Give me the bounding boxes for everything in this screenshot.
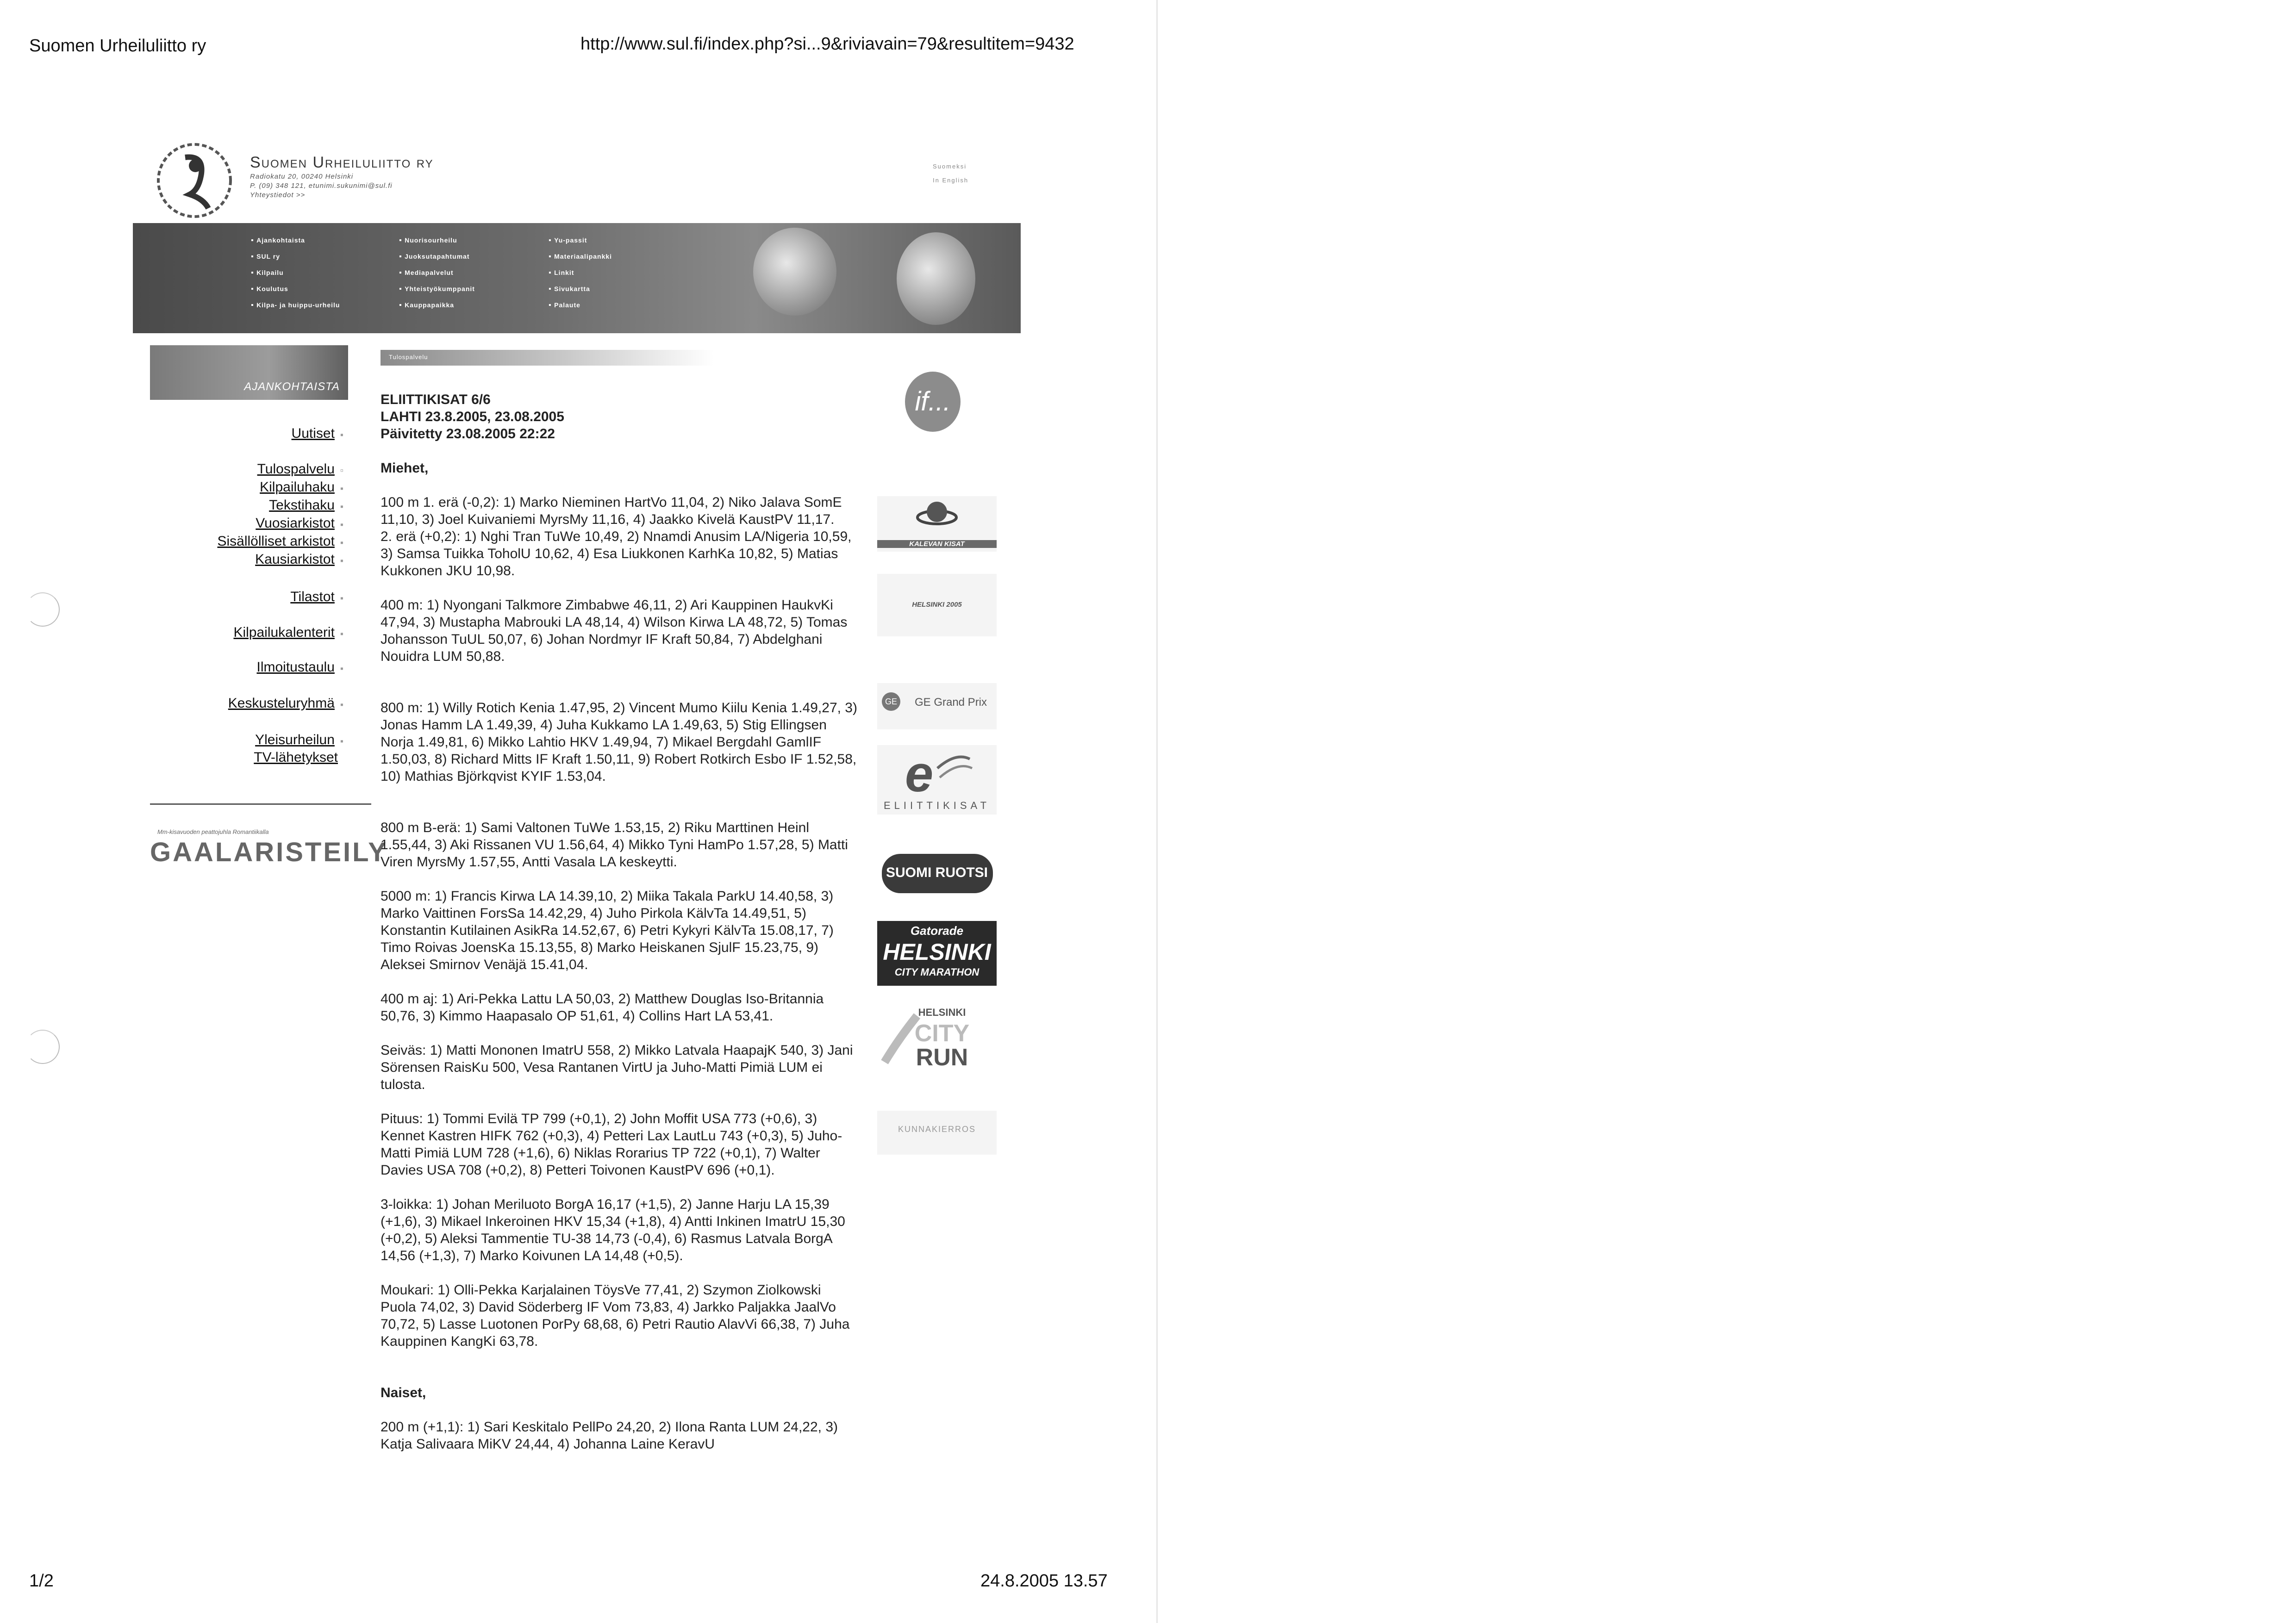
sidebar-item-label: Vuosiarkistot: [256, 516, 335, 531]
result-paragraph: 800 m: 1) Willy Rotich Kenia 1.47,95, 2) Vincent Mumo Kiilu Kenia 1.49,27, 3) Jonas Hamm LA 1.49,39, 4) Juha Kukkamo LA 1.49,63, 5) Stig Ellingsen Norja 1.49,81, 6) Mikko Lahtio HKV 1.49,94, 7) Mikael Bergdahl GamlIF 1.50,03, 8) Richard Mitts IF Kraft 1.50,11, 9) Robert Rotkirch Esbo IF 1.52,58, 10) Mathias Björkqvist KYIF 1.53,04.: [381, 700, 857, 784]
section-header-image: [150, 345, 348, 400]
punch-hole: [25, 1030, 60, 1064]
sidebar-item-ilmoitustaulu[interactable]: [256, 659, 343, 675]
print-footer-page: 1/2: [29, 1571, 54, 1591]
section-bar: [381, 350, 714, 366]
sidebar-item-tv-lahetykset[interactable]: [254, 750, 343, 765]
result-paragraph: 200 m (+1,1): 1) Sari Keskitalo PellPo 24,20, 2) Ilona Ranta LUM 24,22, 3) Katja Salivaara MiKV 24,44, 4) Johanna Laine KeravU: [381, 1419, 838, 1452]
athlete-photo: [897, 232, 975, 325]
logo-label: HELSINKI: [883, 939, 991, 965]
helsinki-city-marathon-logo[interactable]: [877, 921, 997, 986]
bullet-icon: ▪: [340, 736, 343, 746]
sidebar-item-vuosiarkistot[interactable]: [256, 516, 343, 531]
page-title: ELIITTIKISAT 6/6: [381, 392, 491, 407]
sidebar-item-label: Uutiset: [291, 426, 335, 441]
nav-item[interactable]: ▪ Yu-passit: [549, 232, 612, 249]
bullet-icon: ▪: [340, 538, 343, 548]
logo-label: RUN: [916, 1044, 968, 1071]
nav-item[interactable]: ▪ Yhteistyökumppanit: [399, 281, 475, 297]
sidebar-item-kilpailuhaku[interactable]: [260, 479, 343, 495]
sidebar-item-label: Kilpailukalenterit: [233, 625, 335, 640]
nav-column-2: [399, 232, 475, 313]
ge-grand-prix-logo[interactable]: [877, 683, 997, 729]
nav-item[interactable]: ▪ Ajankohtaista: [251, 232, 340, 249]
sidebar-item-label: Tilastot: [290, 589, 335, 604]
section-header-label: AJANKOHTAISTA: [244, 380, 340, 393]
lang-en-link[interactable]: In English: [933, 177, 969, 184]
logo-label: ELIITTIKISAT: [883, 800, 991, 811]
bullet-icon: ▪: [340, 520, 343, 530]
nav-item[interactable]: ▪ Nuorisourheilu: [399, 232, 475, 249]
if-sponsor-logo[interactable]: if...: [905, 372, 961, 432]
eliittikisat-logo[interactable]: [877, 745, 997, 815]
bullet-icon: ▪: [340, 430, 343, 440]
sidebar-item-label: Kausiarkistot: [255, 552, 335, 567]
logo-label: KALEVAN KISAT: [877, 540, 997, 548]
results-content: [381, 391, 857, 1470]
result-paragraph: 3-loikka: 1) Johan Meriluoto BorgA 16,17 (+1,5), 2) Janne Harju LA 15,39 (+1,6), 3) Mikael Inkeroinen HKV 15,34 (+1,8), 4) Antti Inkinen ImatrU 15,30 (+0,2), 5) Aleksi Tammentie TU-38 14,73 (-0,4), 6) Rasmus Latvala BorgA 14,56 (+1,3), 7) Marko Koivunen LA 14,48 (+0,5).: [381, 1197, 845, 1263]
punch-hole: [25, 592, 60, 627]
helsinki-2005-logo[interactable]: [877, 574, 997, 636]
bullet-icon: ▫: [340, 466, 343, 476]
result-paragraph: Seiväs: 1) Matti Mononen ImatrU 558, 2) Mikko Latvala HaapajK 540, 3) Jani Sörensen RaisKu 500, Vesa Rantanen VirtU ja Juho-Matti Pimiä LUM ei tulosta.: [381, 1043, 853, 1092]
result-paragraph: 5000 m: 1) Francis Kirwa LA 14.39,10, 2) Miika Takala ParkU 14.40,58, 3) Marko Vaittinen ForsSa 14.42,29, 4) Juho Pirkola KälvTa 14.49,51, 5) Konstantin Kutilainen AsikRa 14.52,67, 6) Petri Kykyri KälvTa 15.08,17, 7) Timo Roivas JoensKa 15.13,55, 8) Marko Heiskanen SjulF 15.23,75, 9) Aleksei Smirnov Venäjä 15.41,04.: [381, 889, 834, 972]
result-paragraph: 800 m B-erä: 1) Sami Valtonen TuWe 1.53,15, 2) Riku Marttinen Heinl 1.55,44, 3) Aki Rissanen VU 1.56,64, 4) Mikko Tyni HamPo 1.57,28, 5) Matti Viren MyrsMy 1.57,55, Antti Vasala LA keskeytti.: [381, 820, 848, 870]
result-paragraph: 100 m 1. erä (-0,2): 1) Marko Nieminen HartVo 11,04, 2) Niko Jalava SomE 11,10, 3) Joel Kuivaniemi MyrsMy 11,16, 4) Jaakko Kivelä KaustPV 11,17. 2. erä (+0,2): 1) Nghi Tran TuWe 10,49, 2) Nnamdi Anusim LA/Nigeria 10,59, 3) Samsa Tuikka ToholU 10,62, 4) Esa Liukkonen KarhKa 10,82, 5) Matias Kukkonen JKU 10,98.: [381, 495, 852, 578]
address-line: Radiokatu 20, 00240 Helsinki: [250, 173, 354, 180]
bullet-icon: ▪: [340, 593, 343, 603]
logo-label: GE Grand Prix: [914, 696, 987, 709]
print-footer-datetime: 24.8.2005 13.57: [980, 1571, 1108, 1591]
svg-text:e: e: [905, 750, 934, 796]
women-heading: Naiset,: [381, 1385, 426, 1400]
sidebar-item-tulospalvelu[interactable]: [257, 461, 343, 477]
sidebar-item-label: Tulospalvelu: [257, 461, 335, 477]
logo-label: CITY: [914, 1020, 970, 1047]
kunnakierros-logo[interactable]: [877, 1111, 997, 1155]
bullet-icon: ▪: [340, 484, 343, 494]
contact-link[interactable]: Yhteystiedot >>: [250, 191, 306, 199]
nav-item[interactable]: ▪ Mediapalvelut: [399, 265, 475, 281]
sidebar-item-label: Tekstihaku: [269, 497, 335, 513]
sidebar-item-label: Kilpailuhaku: [260, 479, 335, 495]
result-paragraph: 400 m: 1) Nyongani Talkmore Zimbabwe 46,11, 2) Ari Kauppinen HaukvKi 47,94, 3) Mustapha Mabrouki LA 48,14, 4) Wilson Kirwa LA 48,72, 5) Tomas Johansson TuUL 50,07, 6) Johan Nordmyr IF Kraft 50,84, 7) Abdelghani Nouidra LUM 50,88.: [381, 597, 848, 664]
bullet-icon: ▪: [340, 629, 343, 639]
print-header-url: http://www.sul.fi/index.php?si...9&riviavain=79&resultitem=9432: [580, 34, 1074, 54]
gala-banner-link[interactable]: GAALARISTEILY: [150, 837, 388, 867]
nav-column-1: [251, 232, 340, 313]
bullet-icon: ▪: [340, 556, 343, 566]
logo-label: Gatorade: [910, 924, 964, 938]
gala-banner-caption: Mm-kisavuoden peattojuhla Romantiikalla: [157, 828, 269, 835]
nav-item[interactable]: ▪ Materiaalipankki: [549, 249, 612, 265]
kalevan-emblem-icon: [916, 499, 958, 531]
result-paragraph: Pituus: 1) Tommi Evilä TP 799 (+0,1), 2) John Moffit USA 773 (+0,6), 3) Kennet Kastren HIFK 762 (+0,3), 4) Petteri Lax LautLu 743 (+0,3), 5) Juho-Matti Pimiä LUM 728 (+1,6), 6) Niklas Rorarius TP 722 (+0,1), 7) Walter Davies USA 708 (+0,2), 8) Petteri Toivonen KaustPV 696 (+0,1).: [381, 1111, 842, 1178]
bullet-icon: ▪: [340, 502, 343, 512]
logo-label: CITY MARATHON: [894, 966, 980, 978]
sidebar-item-label: Ilmoitustaulu: [256, 659, 335, 675]
kalevan-kisat-logo[interactable]: [877, 496, 997, 552]
sul-emblem-icon: [153, 139, 236, 222]
org-name: Suomen Urheiluliitto ry: [250, 154, 434, 171]
top-nav-banner: [133, 223, 1021, 333]
logo-label: KUNNAKIERROS: [898, 1125, 976, 1134]
nav-item[interactable]: ▪ Kilpa- ja huippu-urheilu: [251, 297, 340, 313]
result-paragraph: 400 m aj: 1) Ari-Pekka Lattu LA 50,03, 2) Matthew Douglas Iso-Britannia 50,76, 3) Kimmo Haapasalo OP 51,61, 4) Collins Hart LA 53,41.: [381, 991, 824, 1024]
sidebar-item-label: TV-lähetykset: [254, 750, 338, 765]
sidebar-item-keskusteluryhma[interactable]: [228, 696, 343, 711]
nav-item[interactable]: ▪ Sivukartta: [549, 281, 612, 297]
eliittikisat-emblem-icon: [900, 750, 974, 796]
sidebar-item-label: Sisällölliset arkistot: [217, 534, 335, 549]
bullet-icon: ▪: [340, 700, 343, 710]
nav-item[interactable]: ▪ Juoksutapahtumat: [399, 249, 475, 265]
bullet-icon: ▪: [340, 664, 343, 674]
page-cutoff: [370, 1536, 880, 1555]
suomi-ruotsi-logo[interactable]: [877, 840, 997, 900]
section-bar-label: Tulospalvelu: [389, 354, 428, 361]
logo-label: HELSINKI: [918, 1007, 966, 1018]
sidebar-item-label: Keskusteluryhmä: [228, 696, 335, 711]
men-heading: Miehet,: [381, 460, 429, 476]
nav-item[interactable]: ▪ Linkit: [549, 265, 612, 281]
address-line: P. (09) 348 121, etunimi.sukunimi@sul.fi: [250, 182, 393, 190]
sidebar-item-tilastot[interactable]: [290, 589, 343, 605]
nav-item[interactable]: ▪ Palaute: [549, 297, 612, 313]
sidebar-item-kilpailukalenterit[interactable]: [233, 625, 343, 640]
language-switch: [933, 160, 968, 187]
sidebar-item-sisallolliset[interactable]: [217, 534, 343, 549]
nav-item[interactable]: ▪ Kauppapaikka: [399, 297, 475, 313]
updated-timestamp: Päivitetty 23.08.2005 22:22: [381, 426, 555, 442]
nav-item[interactable]: ▪ SUL ry: [251, 249, 340, 265]
sidebar-item-label: Yleisurheilun: [255, 732, 335, 747]
nav-item[interactable]: ▪ Koulutus: [251, 281, 340, 297]
nav-column-3: [549, 232, 612, 313]
helsinki-city-run-logo[interactable]: [877, 1002, 997, 1071]
lang-fi-link[interactable]: Suomeksi: [933, 163, 967, 170]
result-paragraph: Moukari: 1) Olli-Pekka Karjalainen TöysVe 77,41, 2) Szymon Ziolkowski Puola 74,02, 3) David Söderberg IF Vom 73,83, 4) Jarkko Paljakka JaalVo 70,72, 5) Lasse Luotonen PorPy 68,68, 6) Petri Rautio AlavVi 66,38, 7) Juha Kauppinen KangKi 63,78.: [381, 1282, 850, 1349]
athlete-photo: [753, 228, 836, 316]
nav-item[interactable]: ▪ Kilpailu: [251, 265, 340, 281]
sidebar-item-uutiset[interactable]: [292, 426, 343, 442]
logo-label: HELSINKI 2005: [912, 601, 962, 609]
event-subtitle: LAHTI 23.8.2005, 23.08.2005: [381, 409, 564, 424]
sidebar-item-tekstihaku[interactable]: [269, 497, 343, 513]
sidebar-item-yleisurheilun[interactable]: [255, 732, 343, 748]
ge-icon: GE: [882, 692, 900, 711]
print-header-title: Suomen Urheiluliitto ry: [29, 36, 206, 56]
logo-label: SUOMI RUOTSI: [886, 865, 988, 880]
sidebar-item-kausiarkistot[interactable]: [255, 552, 343, 567]
sidebar-divider: [150, 803, 371, 805]
org-address: [250, 172, 393, 200]
scan-edge: [1156, 0, 1158, 1623]
